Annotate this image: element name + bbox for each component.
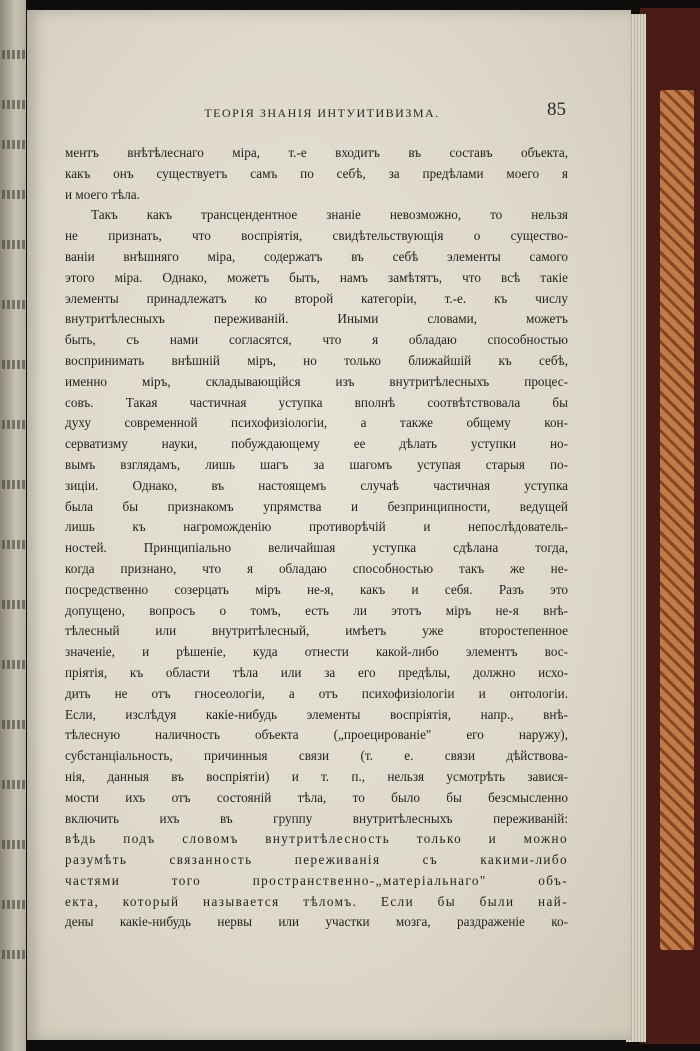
text-line: частями того пространственно-„матеріальнаго" объ-	[65, 872, 568, 888]
text-line: ностей. Принципіально величайшая уступка сдѣлана тогда,	[65, 540, 568, 556]
text-line: пріятія, къ области тѣла или за его предѣлы, должно исхо-	[65, 664, 568, 680]
text-line: допущено, вопросъ о томъ, есть ли этотъ міръ не-я внѣ-	[65, 602, 568, 618]
text-line: воспринимать внѣшній міръ, но только ближайшій къ себѣ,	[65, 352, 568, 368]
text-line: совъ. Такая частичная уступка вполнѣ соотвѣтствовала бы	[65, 394, 568, 410]
text-line: какъ онъ существуетъ самъ по себѣ, за предѣлами моего я	[65, 165, 568, 181]
body-text	[65, 143, 568, 933]
text-line: серватизму науки, побуждающему ее дѣлать уступки но-	[65, 436, 568, 452]
text-line: екта, который называется тѣломъ. Если бы были най-	[65, 893, 568, 909]
text-line: ментъ внѣтѣлеснаго міра, т.-е входитъ въ составъ объекта,	[65, 145, 568, 160]
text-line: посредственно созерцать міръ не-я, какъ и себя. Разъ это	[65, 581, 568, 597]
text-line: зиціи. Однако, въ настоящемъ случаѣ частичная уступка	[65, 477, 568, 493]
text-line: быть, съ нами согласятся, что я обладаю способностью	[65, 332, 568, 348]
text-line: элементы принадлежатъ ко второй категоріи, т.-е. къ числу	[65, 290, 568, 306]
text-line: не признать, что воспріятія, свидѣтельствующія о существо-	[65, 228, 568, 244]
text-line: именно міръ, складывающійся изъ внутритѣлесныхъ процес-	[65, 373, 568, 389]
text-line: дить не отъ гносеологіи, а отъ психофизіологіи и онтологіи.	[65, 685, 568, 701]
text-line: вымъ взглядамъ, лишь шагъ за шагомъ уступая старыя по-	[65, 456, 568, 472]
cover-woven-texture	[660, 90, 694, 950]
text-line: дены какіе-нибудь нервы или участки мозга, раздраженіе ко-	[65, 914, 568, 930]
text-line: тѣлесный или внутритѣлесный, имѣетъ уже второстепенное	[65, 623, 568, 639]
text-line: была бы признакомъ упрямства и безпринципности, ведущей	[65, 498, 568, 514]
text-line: нія, данныя въ воспріятіи) и т. п., нельзя усмотрѣть завися-	[65, 768, 568, 784]
text-line: ваніи внѣшняго міра, содержатъ въ себѣ элементы самого	[65, 248, 568, 264]
text-line: значеніе, и рѣшеніе, куда отнести какой-либо элементъ вос-	[65, 644, 568, 660]
text-line: включить ихъ въ группу внутритѣлесныхъ переживаній:	[65, 810, 568, 826]
text-line: тѣлесную наличность объекта („проецированіе" его наружу),	[65, 727, 568, 743]
text-line: вѣдь подъ словомъ внутритѣлесность только и можно	[65, 831, 568, 847]
text-line: внутритѣлесныхъ переживаній. Иными словами, можетъ	[65, 311, 568, 327]
text-line: духу современной психофизіологіи, а также общему кон-	[65, 415, 568, 431]
text-line: когда признано, что я обладаю способностью такъ же не-	[65, 560, 568, 576]
text-line: лишь къ нагроможденію противорѣчій и непослѣдователь-	[65, 519, 568, 535]
text-line: и моего тѣла.	[65, 186, 140, 202]
text-line: Такъ какъ трансцендентное знаніе невозможно, то нельзя	[91, 207, 568, 223]
text-line: мости ихъ отъ состояній тѣла, то было бы безсмысленно	[65, 789, 568, 805]
facing-page-edge	[0, 0, 26, 1051]
page-number: 85	[547, 99, 566, 120]
book-page	[27, 10, 631, 1040]
text-line: этого міра. Однако, можетъ быть, намъ замѣтятъ, что всѣ такіе	[65, 269, 568, 285]
text-line: субстанціальность, причинныя связи (т. е. связи дѣйствова-	[65, 748, 568, 764]
running-head: ТЕОРІЯ ЗНАНІЯ ИНТУИТИВИЗМА.	[204, 106, 440, 120]
text-line: Если, изслѣдуя какіе-нибудь элементы воспріятія, напр., внѣ-	[65, 706, 568, 722]
text-line: разумѣть связанность переживанія съ какими-либо	[65, 852, 568, 868]
